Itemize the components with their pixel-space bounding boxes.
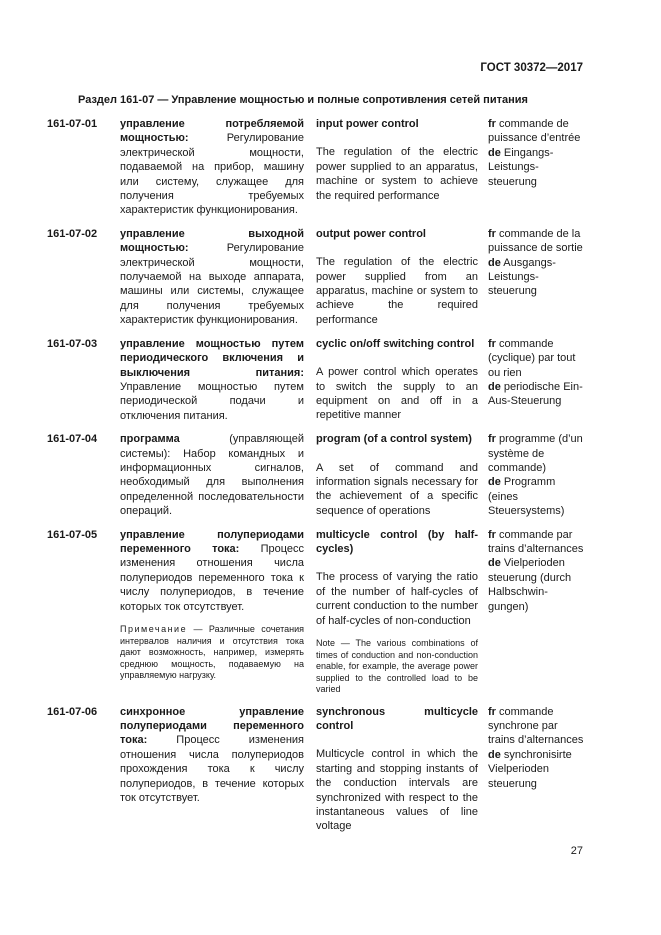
fr-label: fr [488,433,496,446]
fr-de-column [484,117,584,218]
term-entry [47,227,587,328]
ru-definition: Управление мощностью путем периодической подачи и отключения питания. [120,380,304,422]
ru-column [120,705,310,834]
en-term: cyclic on/off switching control [316,337,475,350]
en-definition: Multicycle control in which the starting and stopping instants of the conduction intervals are synchronized with respect to the instantaneous values of line voltage [316,748,478,833]
en-term: output power control [316,227,426,240]
en-term: input power control [316,118,419,130]
ru-column [120,337,310,423]
de-label: de [488,256,501,269]
fr-label: fr [488,227,496,240]
ru-column [120,432,310,518]
ru-term: управление потребляемой мощностью: [120,118,304,145]
term-number: 161-07-04 [47,433,98,446]
terms-list [47,117,587,843]
ru-column [120,117,310,218]
fr-label: fr [488,528,496,541]
en-column [310,117,484,218]
en-column [310,337,484,423]
en-column [310,432,484,518]
en-definition: The process of varying the ratio of the number of half-cycles of current conduction to the number of half-cycles of non-conduction [316,571,478,627]
ru-column [120,528,310,696]
ru-term: управление полупериодами переменного тока: [120,528,304,555]
de-term: synchronisirte Vielperioden steuerung [488,748,572,790]
term-entry [47,528,587,696]
de-label: de [488,146,501,159]
section-title: Раздел 161-07 — Управление мощностью и полные сопротивления сетей питания [78,94,528,106]
fr-label: fr [488,705,496,718]
fr-de-column [484,528,584,696]
de-term: Vielperioden steuerung (durch Halbschwin-gungen) [488,557,572,613]
ru-note-label: Примечание [120,624,188,634]
en-column [310,705,484,834]
fr-de-column [484,705,584,834]
fr-term: commande synchrone par trains d’alternances [488,705,584,747]
en-column [310,528,484,696]
term-entry [47,117,587,218]
ru-note [120,624,304,682]
term-number: 161-07-05 [47,528,98,541]
fr-de-column [484,227,584,328]
en-definition: The regulation of the electric power supplied from an apparatus, machine or system to achieve the required performance [316,256,478,326]
de-label: de [488,380,501,393]
de-term: Programm (eines Steuersystems) [488,476,565,518]
en-column [310,227,484,328]
en-definition: A set of command and information signals necessary for the achievement of a specific sequence of operations [316,461,478,517]
term-number: 161-07-01 [47,118,98,130]
fr-term: commande de la puissance de sortie [488,227,583,255]
en-definition: A power control which operates to switch the supply to an equipment on and off in a repetitive manner [316,366,478,422]
ru-term: синхронное управление полупериодами переменного тока: [120,705,304,747]
de-label: de [488,476,501,489]
ru-definition: Процесс изменения отношения числа полупериодов переменного тока к числу полупериодов, в течение которых ток отсутствует. [120,542,304,613]
en-term: program (of a control system) [316,433,472,446]
ru-note-text: — Различные сочетания интервалов наличия и отсутствия тока дают возможность, например, измерять среднюю мощность, подаваемую на управляемую нагрузку. [120,624,304,680]
de-term: Ausgangs-Leistungs-steuerung [488,256,556,298]
ru-definition: Регулирование электрической мощности, получаемой на выходе аппарата, машины или системы, служащее для получения требуемых характеристик функционирования. [120,242,304,327]
ru-definition: Процесс изменения отношения числа полупериодов прохождения тока к числу полупериодов, в течение которых ток отсутствует. [120,734,305,804]
de-label: de [488,557,501,570]
fr-de-column [484,432,584,518]
term-number: 161-07-02 [47,227,98,240]
fr-term: commande (cyclique) par tout ou rien [488,337,576,379]
term-number: 161-07-06 [47,705,98,718]
ru-term: управление мощностью путем периодического включения и выключения питания: [120,337,304,379]
ru-term: управление выходной мощностью: [120,227,304,255]
fr-label: fr [488,118,496,130]
en-term: multicycle control (by half-cycles) [316,528,478,555]
ru-column [120,227,310,328]
en-definition: The regulation of the electric power supplied to an apparatus, machine or system to achieve the required performance [316,146,478,202]
fr-term: programme (d’un système de commande) [488,433,583,474]
en-note: Note — The various combinations of times of conduction and non-conduction enable, for example, the average power supplied to the controlled load to be varied [316,638,478,694]
ru-term: программа [120,433,180,446]
ru-definition: (управляющей системы): Набор командных и информационных сигналов, необходимый для выполнения определенной последовательности операций. [120,433,304,518]
term-entry [47,432,587,518]
en-term: synchronous multicycle control [316,705,478,732]
term-number: 161-07-03 [47,337,98,350]
page-number: 27 [570,845,583,857]
fr-term: commande par trains d’alternances [488,528,584,555]
de-term: Eingangs-Leistungs-steuerung [488,146,554,188]
fr-label: fr [488,337,496,350]
ru-definition: Регулирование электрической мощности, подаваемой на прибор, машину или систему, служащее для получения требуемых характеристик функционирования. [120,132,304,217]
term-entry [47,337,587,423]
de-term: periodische Ein-Aus-Steuerung [488,380,583,408]
term-entry [47,705,587,834]
fr-de-column [484,337,584,423]
standard-designation: ГОСТ 30372—2017 [480,62,583,74]
de-label: de [488,748,501,761]
fr-term: commande de puissance d’entrée [488,118,581,145]
